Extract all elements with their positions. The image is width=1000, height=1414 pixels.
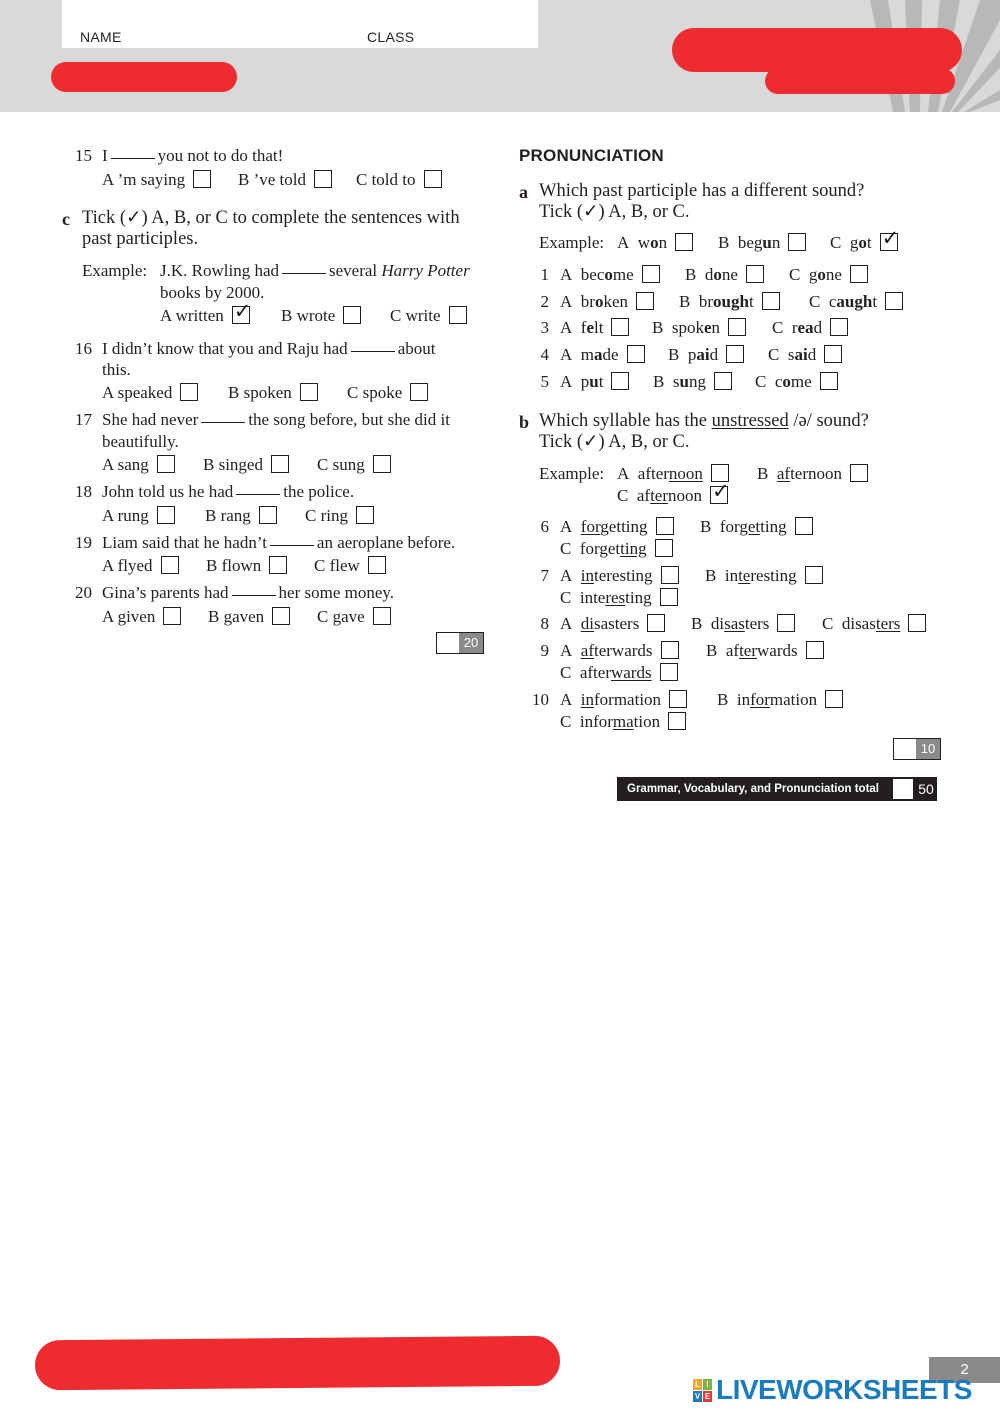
option-c: C gone bbox=[789, 265, 868, 285]
checkbox[interactable] bbox=[669, 690, 687, 708]
question-text: I you not to do that! bbox=[102, 146, 284, 165]
option-c: C read bbox=[772, 318, 848, 338]
checkbox[interactable] bbox=[271, 455, 289, 473]
checkbox[interactable] bbox=[193, 170, 211, 188]
option-c: C interesting bbox=[560, 588, 678, 608]
checkbox[interactable] bbox=[356, 506, 374, 524]
option-a: A made bbox=[560, 345, 645, 365]
option-a: A rung bbox=[102, 506, 175, 526]
section-instruction: Tick (✓) A, B, or C. bbox=[539, 432, 690, 452]
option-c: C afternoon ✓ bbox=[617, 479, 730, 505]
name-label: NAME bbox=[80, 29, 122, 45]
checkbox[interactable] bbox=[611, 372, 629, 390]
option-b: B spoken bbox=[228, 383, 318, 403]
option-b: B flown bbox=[206, 556, 287, 576]
checkbox[interactable] bbox=[611, 318, 629, 336]
checkbox[interactable] bbox=[788, 233, 806, 251]
example-text: books by 2000. bbox=[160, 283, 265, 302]
checkbox[interactable] bbox=[668, 712, 686, 730]
example-label: Example: bbox=[82, 261, 148, 280]
checkbox[interactable] bbox=[161, 556, 179, 574]
option-c: C afterwards bbox=[560, 663, 678, 683]
option-b: B singed bbox=[203, 455, 289, 475]
total-label: Grammar, Vocabulary, and Pronunciation total bbox=[627, 783, 879, 795]
checkbox[interactable] bbox=[806, 641, 824, 659]
checkbox[interactable] bbox=[908, 614, 926, 632]
section-instruction: Which syllable has the unstressed /ə/ sound? bbox=[539, 411, 869, 431]
option-c: C ring bbox=[305, 506, 374, 526]
checkbox[interactable] bbox=[627, 345, 645, 363]
option-b: B done bbox=[685, 265, 764, 285]
checkbox[interactable] bbox=[259, 506, 277, 524]
option-c: C got ✓ bbox=[830, 226, 900, 252]
logo-squares-icon: L I V E bbox=[694, 1379, 711, 1401]
score-max: 10 bbox=[916, 739, 940, 759]
checkbox[interactable] bbox=[449, 306, 467, 324]
score-input-cell[interactable] bbox=[437, 633, 459, 653]
option-a: A written ✓ bbox=[160, 299, 252, 325]
logo-text: LIVEWORKSHEETS bbox=[716, 1374, 972, 1405]
option-c: C sung bbox=[317, 455, 391, 475]
option-c: C said bbox=[768, 345, 842, 365]
checkbox[interactable] bbox=[661, 566, 679, 584]
page-number: 2 bbox=[929, 1357, 1000, 1383]
example-label: Example: bbox=[539, 233, 605, 252]
checkbox[interactable] bbox=[300, 383, 318, 401]
option-a: A interesting bbox=[560, 566, 679, 586]
section-letter: b bbox=[519, 412, 530, 432]
option-b: B interesting bbox=[705, 566, 823, 586]
option-a: A ’m saying bbox=[102, 170, 211, 190]
checkbox[interactable] bbox=[661, 641, 679, 659]
question-number: 5 bbox=[540, 372, 549, 391]
redaction-mark bbox=[672, 28, 962, 72]
checkbox[interactable] bbox=[824, 345, 842, 363]
question-number: 1 bbox=[540, 265, 549, 284]
question-number: 18 bbox=[75, 482, 92, 501]
option-c: C come bbox=[755, 372, 838, 392]
answer-blank bbox=[351, 351, 395, 352]
checkbox[interactable] bbox=[762, 292, 780, 310]
redaction-mark bbox=[51, 62, 237, 92]
checkbox[interactable] bbox=[655, 539, 673, 557]
question-number: 9 bbox=[540, 641, 549, 660]
option-c: C flew bbox=[314, 556, 386, 576]
checkbox[interactable] bbox=[157, 455, 175, 473]
answer-blank bbox=[270, 545, 314, 546]
option-c: C spoke bbox=[347, 383, 428, 403]
option-a: A flyed bbox=[102, 556, 179, 576]
checkbox[interactable] bbox=[850, 265, 868, 283]
checkbox[interactable] bbox=[746, 265, 764, 283]
question-text: I didn’t know that you and Raju had about bbox=[102, 339, 436, 358]
section-title: PRONUNCIATION bbox=[519, 146, 664, 165]
checkbox[interactable] bbox=[795, 517, 813, 535]
option-b: B paid bbox=[668, 345, 744, 365]
option-b: B disasters bbox=[691, 614, 795, 634]
option-c: C caught bbox=[809, 292, 903, 312]
checkbox[interactable] bbox=[373, 607, 391, 625]
option-b: B information bbox=[717, 690, 843, 710]
checkbox[interactable] bbox=[714, 372, 732, 390]
pronunciation-score-box bbox=[893, 738, 941, 760]
checkbox[interactable] bbox=[675, 233, 693, 251]
liveworksheets-logo bbox=[693, 1374, 972, 1406]
question-number: 19 bbox=[75, 533, 92, 552]
checkbox[interactable] bbox=[314, 170, 332, 188]
class-label: CLASS bbox=[367, 29, 415, 45]
option-a: A felt bbox=[560, 318, 629, 338]
question-number: 17 bbox=[75, 410, 92, 429]
question-text: She had never the song before, but she did it bbox=[102, 410, 450, 429]
question-number: 20 bbox=[75, 583, 92, 602]
section-letter: a bbox=[519, 182, 528, 202]
checkbox[interactable] bbox=[820, 372, 838, 390]
checkbox[interactable] bbox=[660, 663, 678, 681]
question-text: Liam said that he hadn’t an aeroplane before. bbox=[102, 533, 456, 552]
question-text: this. bbox=[102, 360, 131, 379]
checkbox-ticked[interactable]: ✓ bbox=[881, 226, 900, 250]
option-b: B spoken bbox=[652, 318, 746, 338]
question-text: beautifully. bbox=[102, 432, 179, 451]
checkbox[interactable] bbox=[642, 265, 660, 283]
score-max: 20 bbox=[459, 633, 483, 653]
example-label: Example: bbox=[539, 464, 605, 483]
answer-blank bbox=[232, 595, 276, 596]
checkbox[interactable] bbox=[163, 607, 181, 625]
score-input-cell[interactable] bbox=[894, 739, 916, 759]
option-a: A afternoon bbox=[617, 464, 729, 484]
option-b: B afternoon bbox=[757, 464, 868, 484]
option-c: C disasters bbox=[822, 614, 926, 634]
section-instruction: Tick (✓) A, B, or C. bbox=[539, 202, 690, 222]
option-b: B ’ve told bbox=[238, 170, 332, 190]
option-a: A given bbox=[102, 607, 181, 627]
option-c: C information bbox=[560, 712, 686, 732]
question-number: 10 bbox=[532, 690, 549, 709]
question-text: John told us he had the police. bbox=[102, 482, 355, 501]
checkbox-ticked[interactable]: ✓ bbox=[233, 299, 252, 323]
checkbox[interactable] bbox=[368, 556, 386, 574]
checkbox[interactable] bbox=[728, 318, 746, 336]
section-instruction: Which past participle has a different sound? bbox=[539, 181, 865, 201]
question-text: Gina’s parents had her some money. bbox=[102, 583, 395, 602]
option-a: A broken bbox=[560, 292, 654, 312]
option-a: A afterwards bbox=[560, 641, 679, 661]
question-number: 16 bbox=[75, 339, 92, 358]
checkbox[interactable] bbox=[777, 614, 795, 632]
checkbox[interactable] bbox=[424, 170, 442, 188]
checkbox[interactable] bbox=[636, 292, 654, 310]
checkbox[interactable] bbox=[180, 383, 198, 401]
section-instruction: Tick (✓) A, B, or C to complete the sentences with bbox=[82, 208, 460, 228]
question-number: 7 bbox=[540, 566, 549, 585]
section-instruction: past participles. bbox=[82, 229, 199, 249]
option-c: C write bbox=[390, 306, 467, 326]
redaction-mark bbox=[35, 1336, 560, 1391]
name-class-box bbox=[62, 0, 538, 48]
checkbox[interactable] bbox=[830, 318, 848, 336]
checkbox[interactable] bbox=[805, 566, 823, 584]
checkbox[interactable] bbox=[660, 588, 678, 606]
section-letter: c bbox=[62, 209, 70, 229]
checkbox[interactable] bbox=[726, 345, 744, 363]
option-b: B brought bbox=[679, 292, 780, 312]
question-number: 8 bbox=[540, 614, 549, 633]
question-number: 15 bbox=[75, 146, 92, 165]
redaction-mark bbox=[765, 68, 955, 94]
checkbox[interactable] bbox=[647, 614, 665, 632]
option-a: A speaked bbox=[102, 383, 198, 403]
checkbox-ticked[interactable]: ✓ bbox=[712, 479, 730, 503]
option-a: A won bbox=[617, 233, 693, 253]
checkbox[interactable] bbox=[272, 607, 290, 625]
question-number: 3 bbox=[540, 318, 549, 337]
answer-blank bbox=[201, 422, 245, 423]
option-a: A put bbox=[560, 372, 629, 392]
option-b: B forgetting bbox=[700, 517, 813, 537]
answer-blank bbox=[236, 494, 280, 495]
total-score-bar bbox=[617, 777, 937, 801]
question-number: 4 bbox=[540, 345, 549, 364]
checkbox[interactable] bbox=[656, 517, 674, 535]
option-c: C forgetting bbox=[560, 539, 673, 559]
option-b: B begun bbox=[718, 233, 806, 253]
checkbox[interactable] bbox=[157, 506, 175, 524]
option-a: A forgetting bbox=[560, 517, 674, 537]
option-b: B wrote bbox=[281, 306, 361, 326]
checkbox[interactable] bbox=[269, 556, 287, 574]
checkbox[interactable] bbox=[343, 306, 361, 324]
total-max: 50 bbox=[918, 781, 934, 797]
option-a: A information bbox=[560, 690, 687, 710]
option-b: B gaven bbox=[208, 607, 290, 627]
checkbox[interactable] bbox=[373, 455, 391, 473]
option-b: B sung bbox=[653, 372, 732, 392]
checkbox[interactable] bbox=[850, 464, 868, 482]
question-number: 6 bbox=[540, 517, 549, 536]
checkbox[interactable] bbox=[885, 292, 903, 310]
example-text: J.K. Rowling had several Harry Potter bbox=[160, 261, 470, 280]
option-a: A become bbox=[560, 265, 660, 285]
option-c: C gave bbox=[317, 607, 391, 627]
checkbox[interactable] bbox=[825, 690, 843, 708]
option-b: B afterwards bbox=[706, 641, 824, 661]
checkbox[interactable] bbox=[410, 383, 428, 401]
total-input-cell[interactable] bbox=[893, 779, 913, 799]
question-number: 2 bbox=[540, 292, 549, 311]
answer-blank bbox=[282, 273, 326, 274]
option-b: B rang bbox=[205, 506, 277, 526]
option-c: C told to bbox=[356, 170, 442, 190]
answer-blank bbox=[111, 158, 155, 159]
option-a: A sang bbox=[102, 455, 175, 475]
grammar-score-box bbox=[436, 632, 484, 654]
option-a: A disasters bbox=[560, 614, 665, 634]
